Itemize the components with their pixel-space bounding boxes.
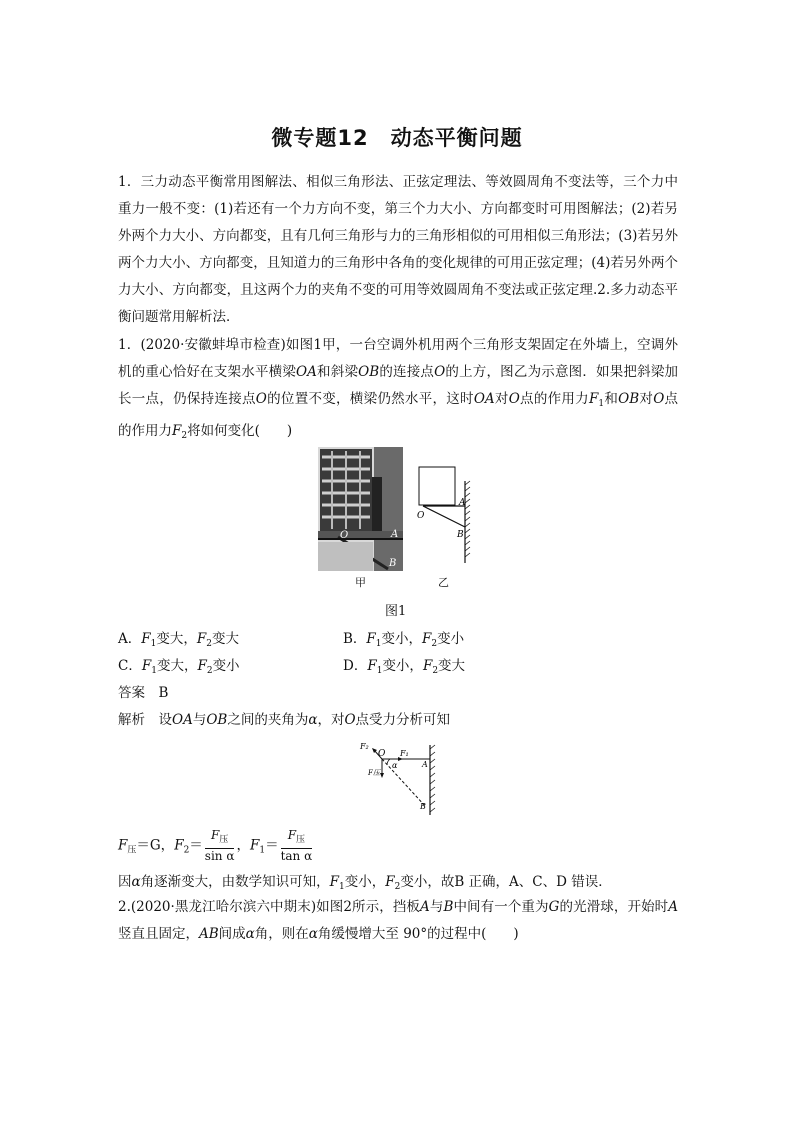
option-b: B．$F_1$变小，$F_2$变小 [343,631,465,649]
page-title: 微专题12 动态平衡问题 [271,126,523,150]
option-a: A．$F_1$变大，$F_2$变大 [118,631,239,649]
figure-1-label-left: 甲 [355,576,366,589]
question-1-stem: 1．(2020·安徽蚌埠市检查)如图1甲，一台空调外机用两个三角形支架固定在外墙上，空调外机的重心恰好在支架水平横梁OA和斜梁OB的连接点O的上方，图乙为示意图．如果把斜梁加长一点，仍保持连接点O的位置不变，横梁仍然水平，这时OA对O点的作用力$F_1$和OB对O点的作用力$F_2$将如何变化( ) [118,337,679,441]
force-label-o: O [378,749,386,759]
photo-label-b: B [389,558,397,569]
schematic-label-b: B [457,530,464,540]
option-d: D．$F_1$变小，$F_2$变大 [343,658,466,676]
force-label-a: A [422,760,428,769]
force-diagram [352,737,442,819]
schematic-label-o: O [417,511,425,521]
equations: $F_压=G$，$F_2=$ $\frac{F_压}{\text{sin α}}$ ，$F_1=$ $\frac{F_压}{\text{tan α}}$ [118,828,313,863]
force-label-b: B [420,802,426,811]
figure-1-schematic [415,463,475,563]
force-label-alpha: α [392,761,398,770]
schematic-label-a: A [459,498,466,508]
figure-1-photo [318,447,403,571]
intro-paragraph: 1．三力动态平衡常用图解法、相似三角形法、正弦定理法、等效圆周角不变法等，三个力中重力一般不变：(1)若还有一个力方向不变，第三个力大小、方向都变时可用图解法；(2)若另外两个力大小、方向都变，且有几何三角形与力的三角形相似的可用相似三角形法；(3)若另外两个力大小、方向都变，且知道力的三角形中各角的变化规律的可用正弦定理；(4)若另外两个力大小、方向都变，且这两个力的夹角不变的可用等效圆周角不变法或正弦定理.2.多力动态平衡问题常用解析法． [118,174,678,325]
question-2-stem: 2.(2020·黑龙江哈尔滨六中期末)如图2所示，挡板A与B中间有一个重为G的光滑球，开始时A竖直且固定，AB间成α角，则在α角缓慢增大至 90°的过程中( ) [118,899,679,942]
option-c: C．$F_1$变大，$F_2$变小 [118,658,240,676]
answer-line: 答案 B [118,685,169,701]
figure-1-label-right: 乙 [438,576,449,589]
figure-1-caption: 图1 [385,604,407,619]
conclusion-line: 因α角逐渐变大，由数学知识可知，$F_1$变小，$F_2$变小，故B 正确，A、C、D 错误． [118,874,612,892]
force-label-f2: F₂ [360,742,369,751]
photo-label-o: O [340,530,349,541]
photo-label-a: A [391,529,399,540]
force-label-fy: F压 [368,769,380,777]
analysis-line: 解析 设OA与OB之间的夹角为α，对O点受力分析可知 [118,712,451,728]
force-label-f1: F₁ [400,749,409,758]
